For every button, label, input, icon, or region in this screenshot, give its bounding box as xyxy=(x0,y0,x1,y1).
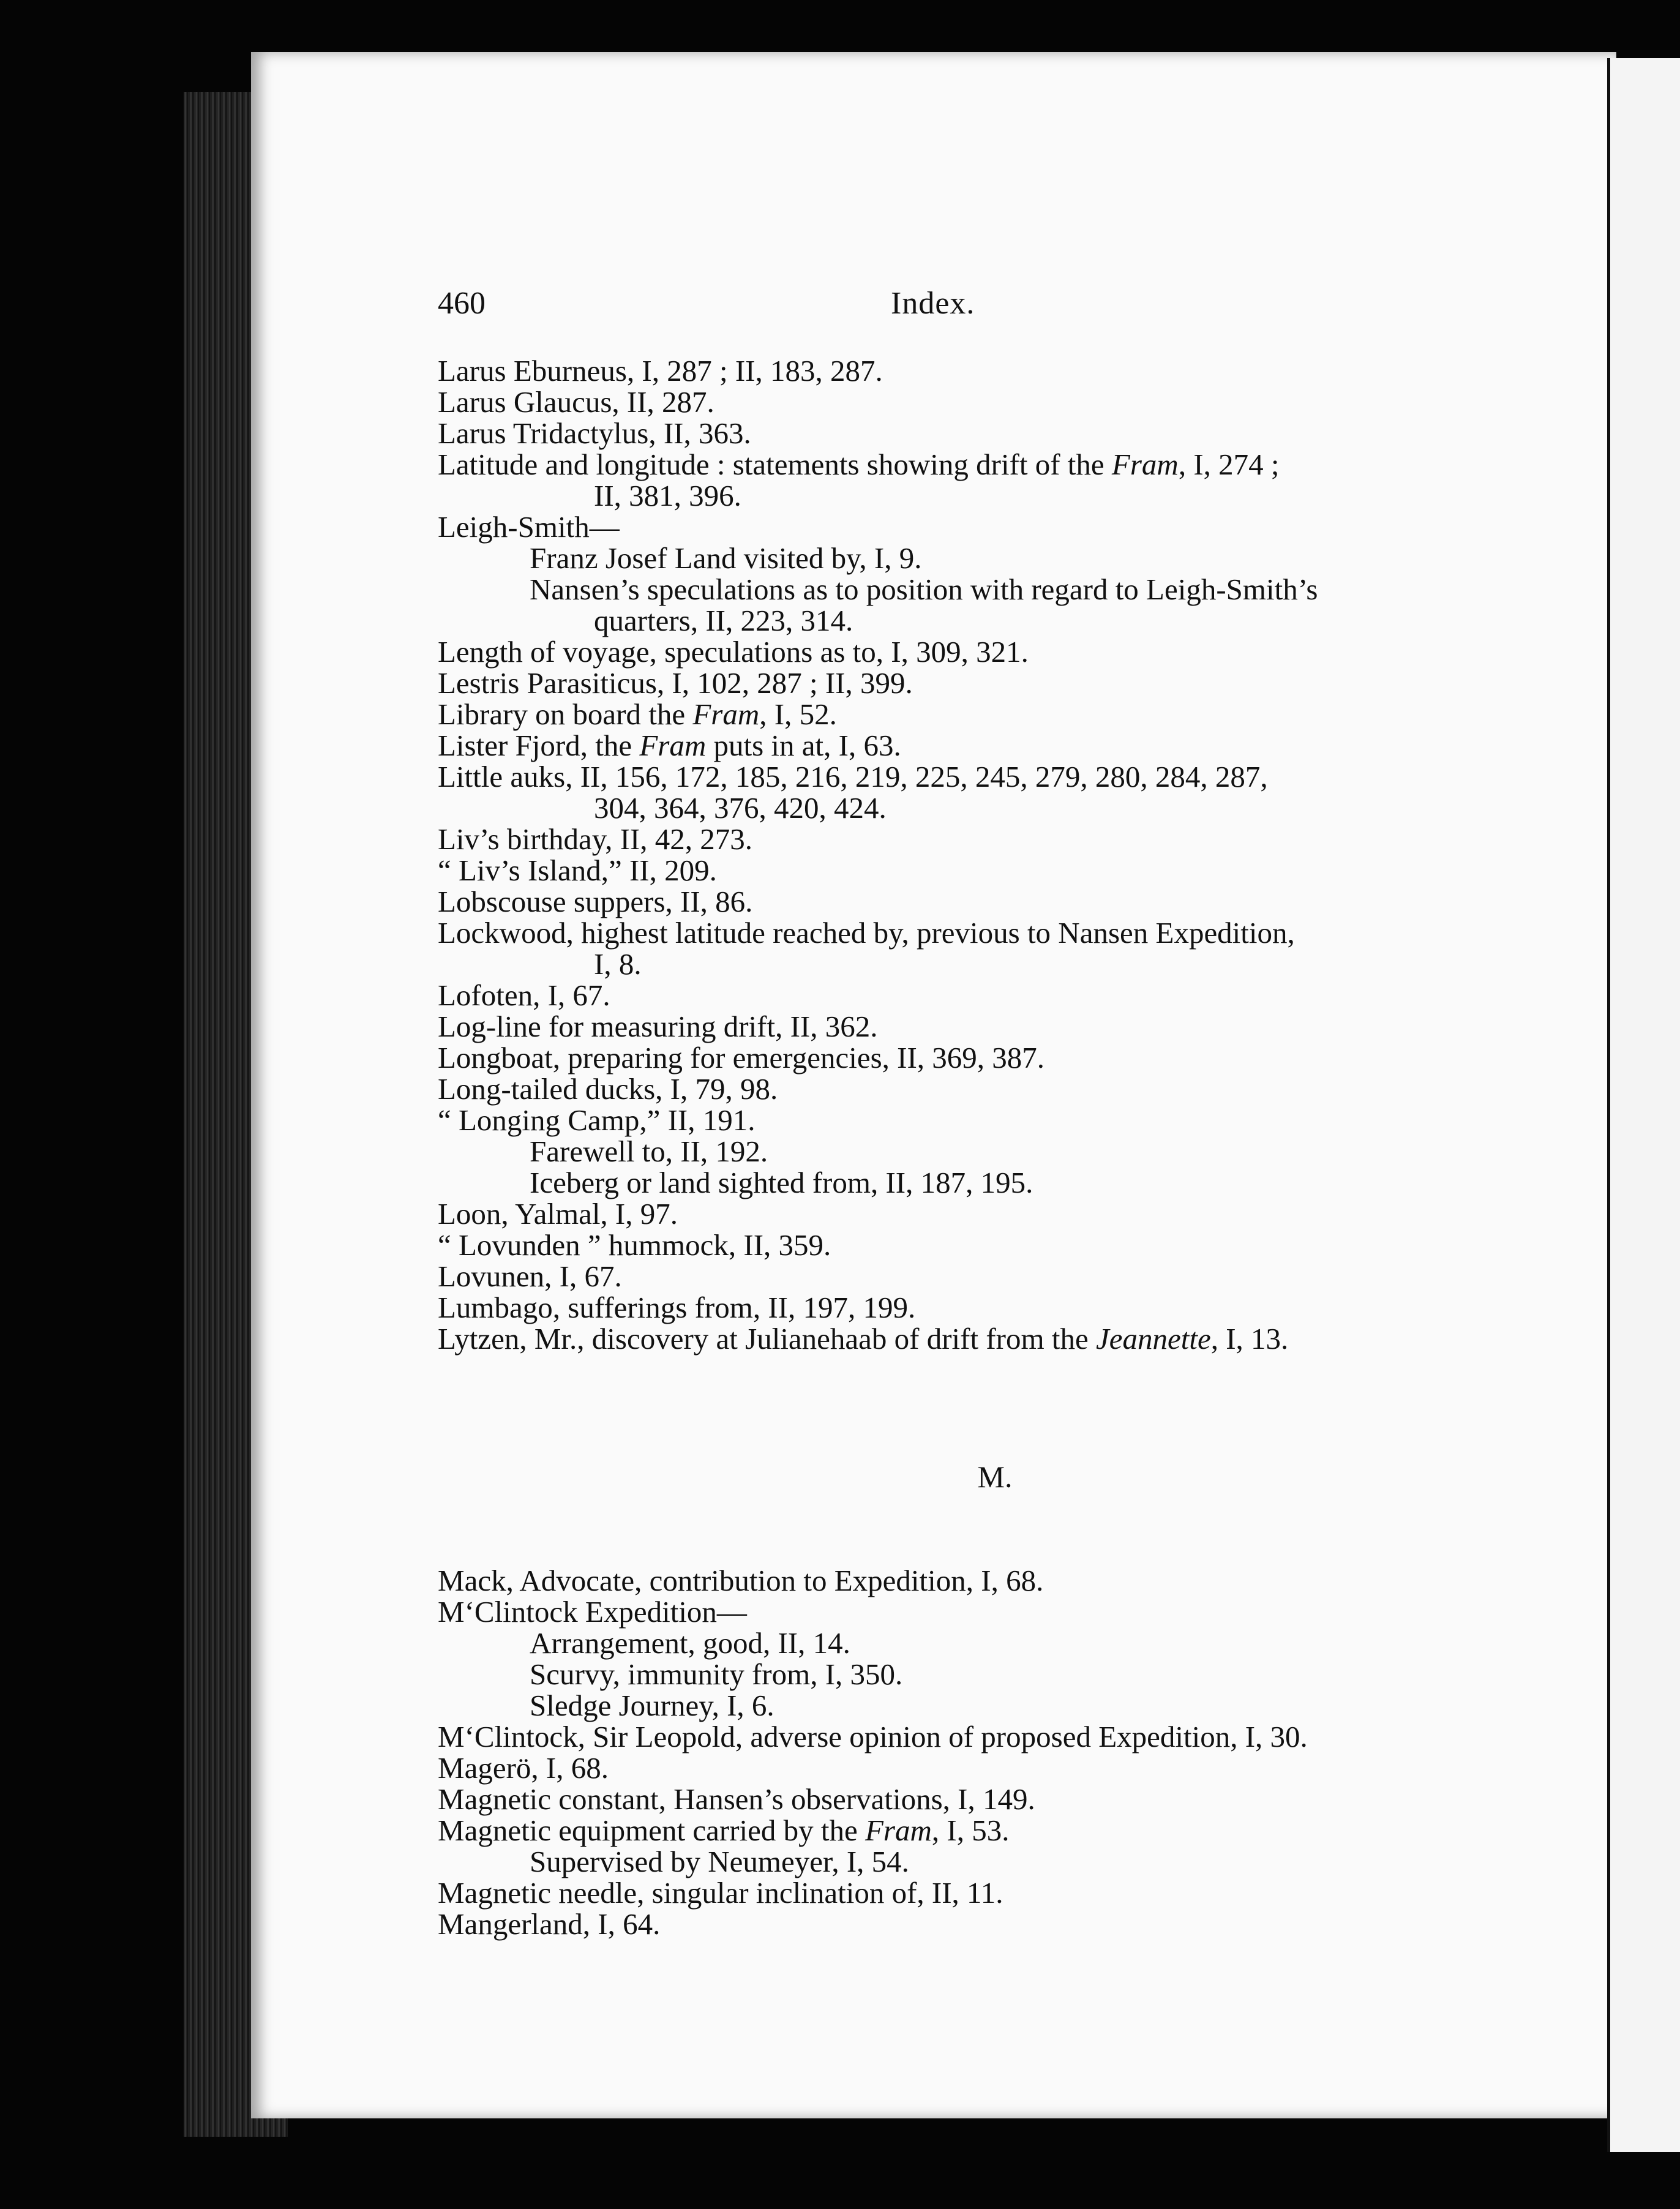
index-subentry xyxy=(438,1167,1680,1198)
index-subentry xyxy=(438,1136,1680,1167)
entry-text: Magerö, I, 68. xyxy=(438,1751,609,1785)
index-entry-continuation xyxy=(438,605,1680,636)
page-number: 460 xyxy=(438,286,486,321)
entry-text: Loon, Yalmal, I, 97. xyxy=(438,1197,678,1231)
index-entry xyxy=(438,418,1680,449)
index-entry xyxy=(438,667,1680,699)
entry-text: Lovunen, I, 67. xyxy=(438,1259,622,1293)
index-subentry xyxy=(438,574,1680,605)
entry-text: “ Longing Camp,” II, 191. xyxy=(438,1103,756,1137)
index-entry xyxy=(438,699,1680,730)
index-entry xyxy=(438,636,1680,667)
italic-text: Fram xyxy=(1111,448,1179,481)
entry-text: Length of voyage, speculations as to, I, 309, 321. xyxy=(438,635,1029,669)
index-entry xyxy=(438,1261,1680,1292)
entry-text: , I, 53. xyxy=(931,1813,1010,1847)
index-entry xyxy=(438,1596,1680,1627)
italic-text: Jeannette xyxy=(1095,1322,1211,1356)
entry-text: M‘Clintock, Sir Leopold, adverse opinion of proposed Expedition, I, 30. xyxy=(438,1720,1308,1753)
entry-text: Supervised by Neumeyer, I, 54. xyxy=(530,1845,909,1878)
section-letter: M. xyxy=(977,1460,1013,1494)
index-subentry xyxy=(438,1659,1680,1690)
index-entry xyxy=(438,1292,1680,1323)
index-entry-continuation xyxy=(438,792,1680,823)
entry-text: Little auks, II, 156, 172, 185, 216, 219, 225, 245, 279, 280, 284, 287, xyxy=(438,760,1268,793)
entry-text: Larus Eburneus, I, 287 ; II, 183, 287. xyxy=(438,354,883,388)
index-entry xyxy=(438,355,1680,386)
index-entry xyxy=(438,730,1680,761)
facing-page-edge xyxy=(1607,58,1680,2152)
index-entry xyxy=(438,917,1680,948)
index-entry xyxy=(438,449,1680,480)
index-entry xyxy=(438,761,1680,792)
index-entry xyxy=(438,1104,1680,1136)
index-subentry xyxy=(438,1846,1680,1877)
entry-text: Larus Glaucus, II, 287. xyxy=(438,385,714,419)
index-entries-m xyxy=(438,1565,1680,1940)
index-entry xyxy=(438,386,1680,418)
entry-text: Lytzen, Mr., discovery at Julianehaab of drift from the xyxy=(438,1322,1096,1356)
entry-text: , I, 274 ; xyxy=(1178,448,1280,481)
index-entry xyxy=(438,1877,1680,1908)
entry-text: Log-line for measuring drift, II, 362. xyxy=(438,1010,878,1043)
entry-text: puts in at, I, 63. xyxy=(706,729,901,762)
entry-text: , I, 52. xyxy=(759,697,837,731)
index-entry xyxy=(438,1229,1680,1261)
entry-text: Liv’s birthday, II, 42, 273. xyxy=(438,822,752,856)
index-entry xyxy=(438,823,1680,855)
index-subentry xyxy=(438,1690,1680,1721)
entry-text: Mangerland, I, 64. xyxy=(438,1907,661,1941)
index-entry xyxy=(438,1565,1680,1596)
italic-text: Fram xyxy=(865,1813,932,1847)
index-entry xyxy=(438,1198,1680,1229)
index-entry xyxy=(438,1783,1680,1815)
entry-text: Iceberg or land sighted from, II, 187, 195. xyxy=(530,1166,1033,1199)
index-entry xyxy=(438,1011,1680,1042)
page-header xyxy=(438,288,1680,355)
page xyxy=(251,52,1616,2118)
entry-text: Long-tailed ducks, I, 79, 98. xyxy=(438,1072,778,1106)
entry-text: Arrangement, good, II, 14. xyxy=(530,1626,850,1660)
entry-text: Magnetic needle, singular inclination of, II, 11. xyxy=(438,1876,1003,1910)
index-entry-continuation xyxy=(438,948,1680,980)
index-entry xyxy=(438,1721,1680,1752)
entry-text: Lister Fjord, the xyxy=(438,729,640,762)
index-text xyxy=(438,288,1680,1940)
index-entry xyxy=(438,511,1680,542)
entry-text: Lumbago, sufferings from, II, 197, 199. xyxy=(438,1291,916,1324)
entry-text: Nansen’s speculations as to position with regard to Leigh-Smith’s xyxy=(530,572,1318,606)
entry-text: Franz Josef Land visited by, I, 9. xyxy=(530,541,922,575)
entry-text: Longboat, preparing for emergencies, II, 369, 387. xyxy=(438,1041,1045,1074)
entry-text: Library on board the xyxy=(438,697,693,731)
index-entry xyxy=(438,886,1680,917)
entry-text: Lobscouse suppers, II, 86. xyxy=(438,885,753,918)
index-entries-l xyxy=(438,355,1680,1354)
entry-text: Lockwood, highest latitude reached by, previous to Nansen Expedition, xyxy=(438,916,1295,950)
index-entry xyxy=(438,1908,1680,1940)
entry-text: “ Lovunden ” hummock, II, 359. xyxy=(438,1228,831,1262)
entry-text: , I, 13. xyxy=(1210,1322,1289,1356)
entry-text: II, 381, 396. xyxy=(594,479,741,512)
entry-text: Scurvy, immunity from, I, 350. xyxy=(530,1657,903,1691)
entry-text: Leigh-Smith— xyxy=(438,510,620,544)
entry-text: Lestris Parasiticus, I, 102, 287 ; II, 399. xyxy=(438,666,913,700)
index-entry xyxy=(438,1815,1680,1846)
index-subentry xyxy=(438,542,1680,574)
entry-text: I, 8. xyxy=(594,947,642,981)
entry-text: quarters, II, 223, 314. xyxy=(594,604,853,637)
index-entry xyxy=(438,980,1680,1011)
running-title: Index. xyxy=(891,286,975,321)
entry-text: Magnetic constant, Hansen’s observations, I, 149. xyxy=(438,1782,1035,1816)
index-subentry xyxy=(438,1627,1680,1659)
entry-text: Magnetic equipment carried by the xyxy=(438,1813,865,1847)
italic-text: Fram xyxy=(639,729,707,762)
entry-text: Latitude and longitude : statements showing drift of the xyxy=(438,448,1112,481)
entry-text: M‘Clintock Expedition— xyxy=(438,1595,747,1629)
entry-text: Sledge Journey, I, 6. xyxy=(530,1689,774,1722)
entry-text: Farewell to, II, 192. xyxy=(530,1135,768,1168)
index-entry xyxy=(438,1073,1680,1104)
italic-text: Fram xyxy=(692,697,760,731)
entry-text: 304, 364, 376, 420, 424. xyxy=(594,791,887,825)
entry-text: “ Liv’s Island,” II, 209. xyxy=(438,853,717,887)
entry-text: Lofoten, I, 67. xyxy=(438,978,610,1012)
index-entry xyxy=(438,1752,1680,1783)
index-entry xyxy=(438,1323,1680,1354)
index-entry xyxy=(438,855,1680,886)
index-entry-continuation xyxy=(438,480,1680,511)
index-entry xyxy=(438,1042,1680,1073)
entry-text: Larus Tridactylus, II, 363. xyxy=(438,416,751,450)
entry-text: Mack, Advocate, contribution to Expedition, I, 68. xyxy=(438,1564,1044,1597)
